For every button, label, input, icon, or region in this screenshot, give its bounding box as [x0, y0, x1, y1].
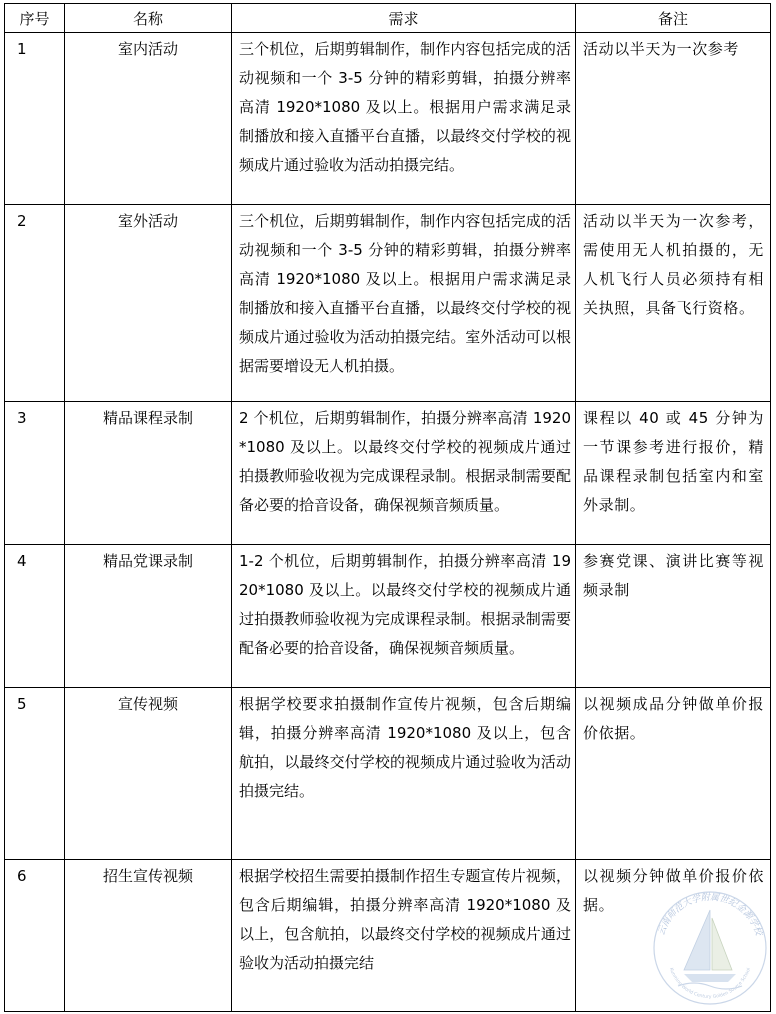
header-requirement: 需求 — [232, 4, 576, 33]
row-no: 4 — [5, 545, 65, 688]
header-name: 名称 — [65, 4, 232, 33]
watermark-caption: Kunming World Century Golden Source School — [667, 967, 753, 1001]
row-requirement: 根据学校招生需要拍摄制作招生专题宣传片视频，包含后期编辑，拍摄分辨率高清 1920*1080 及以上，包含航拍，以最终交付学校的视频成片通过验收为活动拍摄完结 — [232, 860, 576, 1012]
header-no: 序号 — [5, 4, 65, 33]
row-name: 精品党课录制 — [65, 545, 232, 688]
row-no: 1 — [5, 33, 65, 205]
watermark-school-name: 云南师范大学附属世纪金源学校 — [656, 892, 764, 937]
row-no: 2 — [5, 205, 65, 402]
table-row — [5, 402, 771, 545]
row-note: 参赛党课、演讲比赛等视频录制 — [576, 545, 771, 688]
table-row — [5, 545, 771, 688]
header-note: 备注 — [576, 4, 771, 33]
table-row — [5, 33, 771, 205]
row-requirement: 2 个机位，后期剪辑制作，拍摄分辨率高清 1920*1080 及以上。以最终交付学校的视频成片通过拍摄教师验收视为完成课程录制。根据录制需要配备必要的拾音设备，确保视频音频质量。 — [232, 402, 576, 545]
row-name: 宣传视频 — [65, 688, 232, 860]
row-note: 以视频分钟做单价报价依据。 — [576, 860, 771, 1012]
row-note: 活动以半天为一次参考，需使用无人机拍摄的，无人机飞行人员必须持有相关执照，具备飞行资格。 — [576, 205, 771, 402]
header-row — [5, 4, 771, 33]
requirements-table — [4, 3, 771, 1012]
row-no: 5 — [5, 688, 65, 860]
table-row — [5, 688, 771, 860]
row-no: 3 — [5, 402, 65, 545]
row-note: 活动以半天为一次参考 — [576, 33, 771, 205]
row-name: 室外活动 — [65, 205, 232, 402]
row-note: 课程以 40 或 45 分钟为一节课参考进行报价，精品课程录制包括室内和室外录制。 — [576, 402, 771, 545]
row-name: 招生宣传视频 — [65, 860, 232, 1012]
row-requirement: 三个机位，后期剪辑制作，制作内容包括完成的活动视频和一个 3-5 分钟的精彩剪辑，拍摄分辨率高清 1920*1080 及以上。根据用户需求满足录制播放和接入直播平台直播，以最终交付学校的视频成片通过验收为活动拍摄完结。 — [232, 33, 576, 205]
row-name: 精品课程录制 — [65, 402, 232, 545]
table-row — [5, 205, 771, 402]
school-logo-watermark — [648, 884, 772, 1008]
row-note: 以视频成品分钟做单价报价依据。 — [576, 688, 771, 860]
row-requirement: 三个机位，后期剪辑制作，制作内容包括完成的活动视频和一个 3-5 分钟的精彩剪辑，拍摄分辨率高清 1920*1080 及以上。根据用户需求满足录制播放和接入直播平台直播，以最终交付学校的视频成片通过验收为活动拍摄完结。室外活动可以根据需要增设无人机拍摄。 — [232, 205, 576, 402]
row-name: 室内活动 — [65, 33, 232, 205]
row-requirement: 1-2 个机位，后期剪辑制作，拍摄分辨率高清 1920*1080 及以上。以最终交付学校的视频成片通过拍摄教师验收视为完成课程录制。根据录制需要配备必要的拾音设备，确保视频音频质量。 — [232, 545, 576, 688]
row-requirement: 根据学校要求拍摄制作宣传片视频，包含后期编辑，拍摄分辨率高清 1920*1080 及以上，包含航拍，以最终交付学校的视频成片通过验收为活动拍摄完结。 — [232, 688, 576, 860]
row-no: 6 — [5, 860, 65, 1012]
